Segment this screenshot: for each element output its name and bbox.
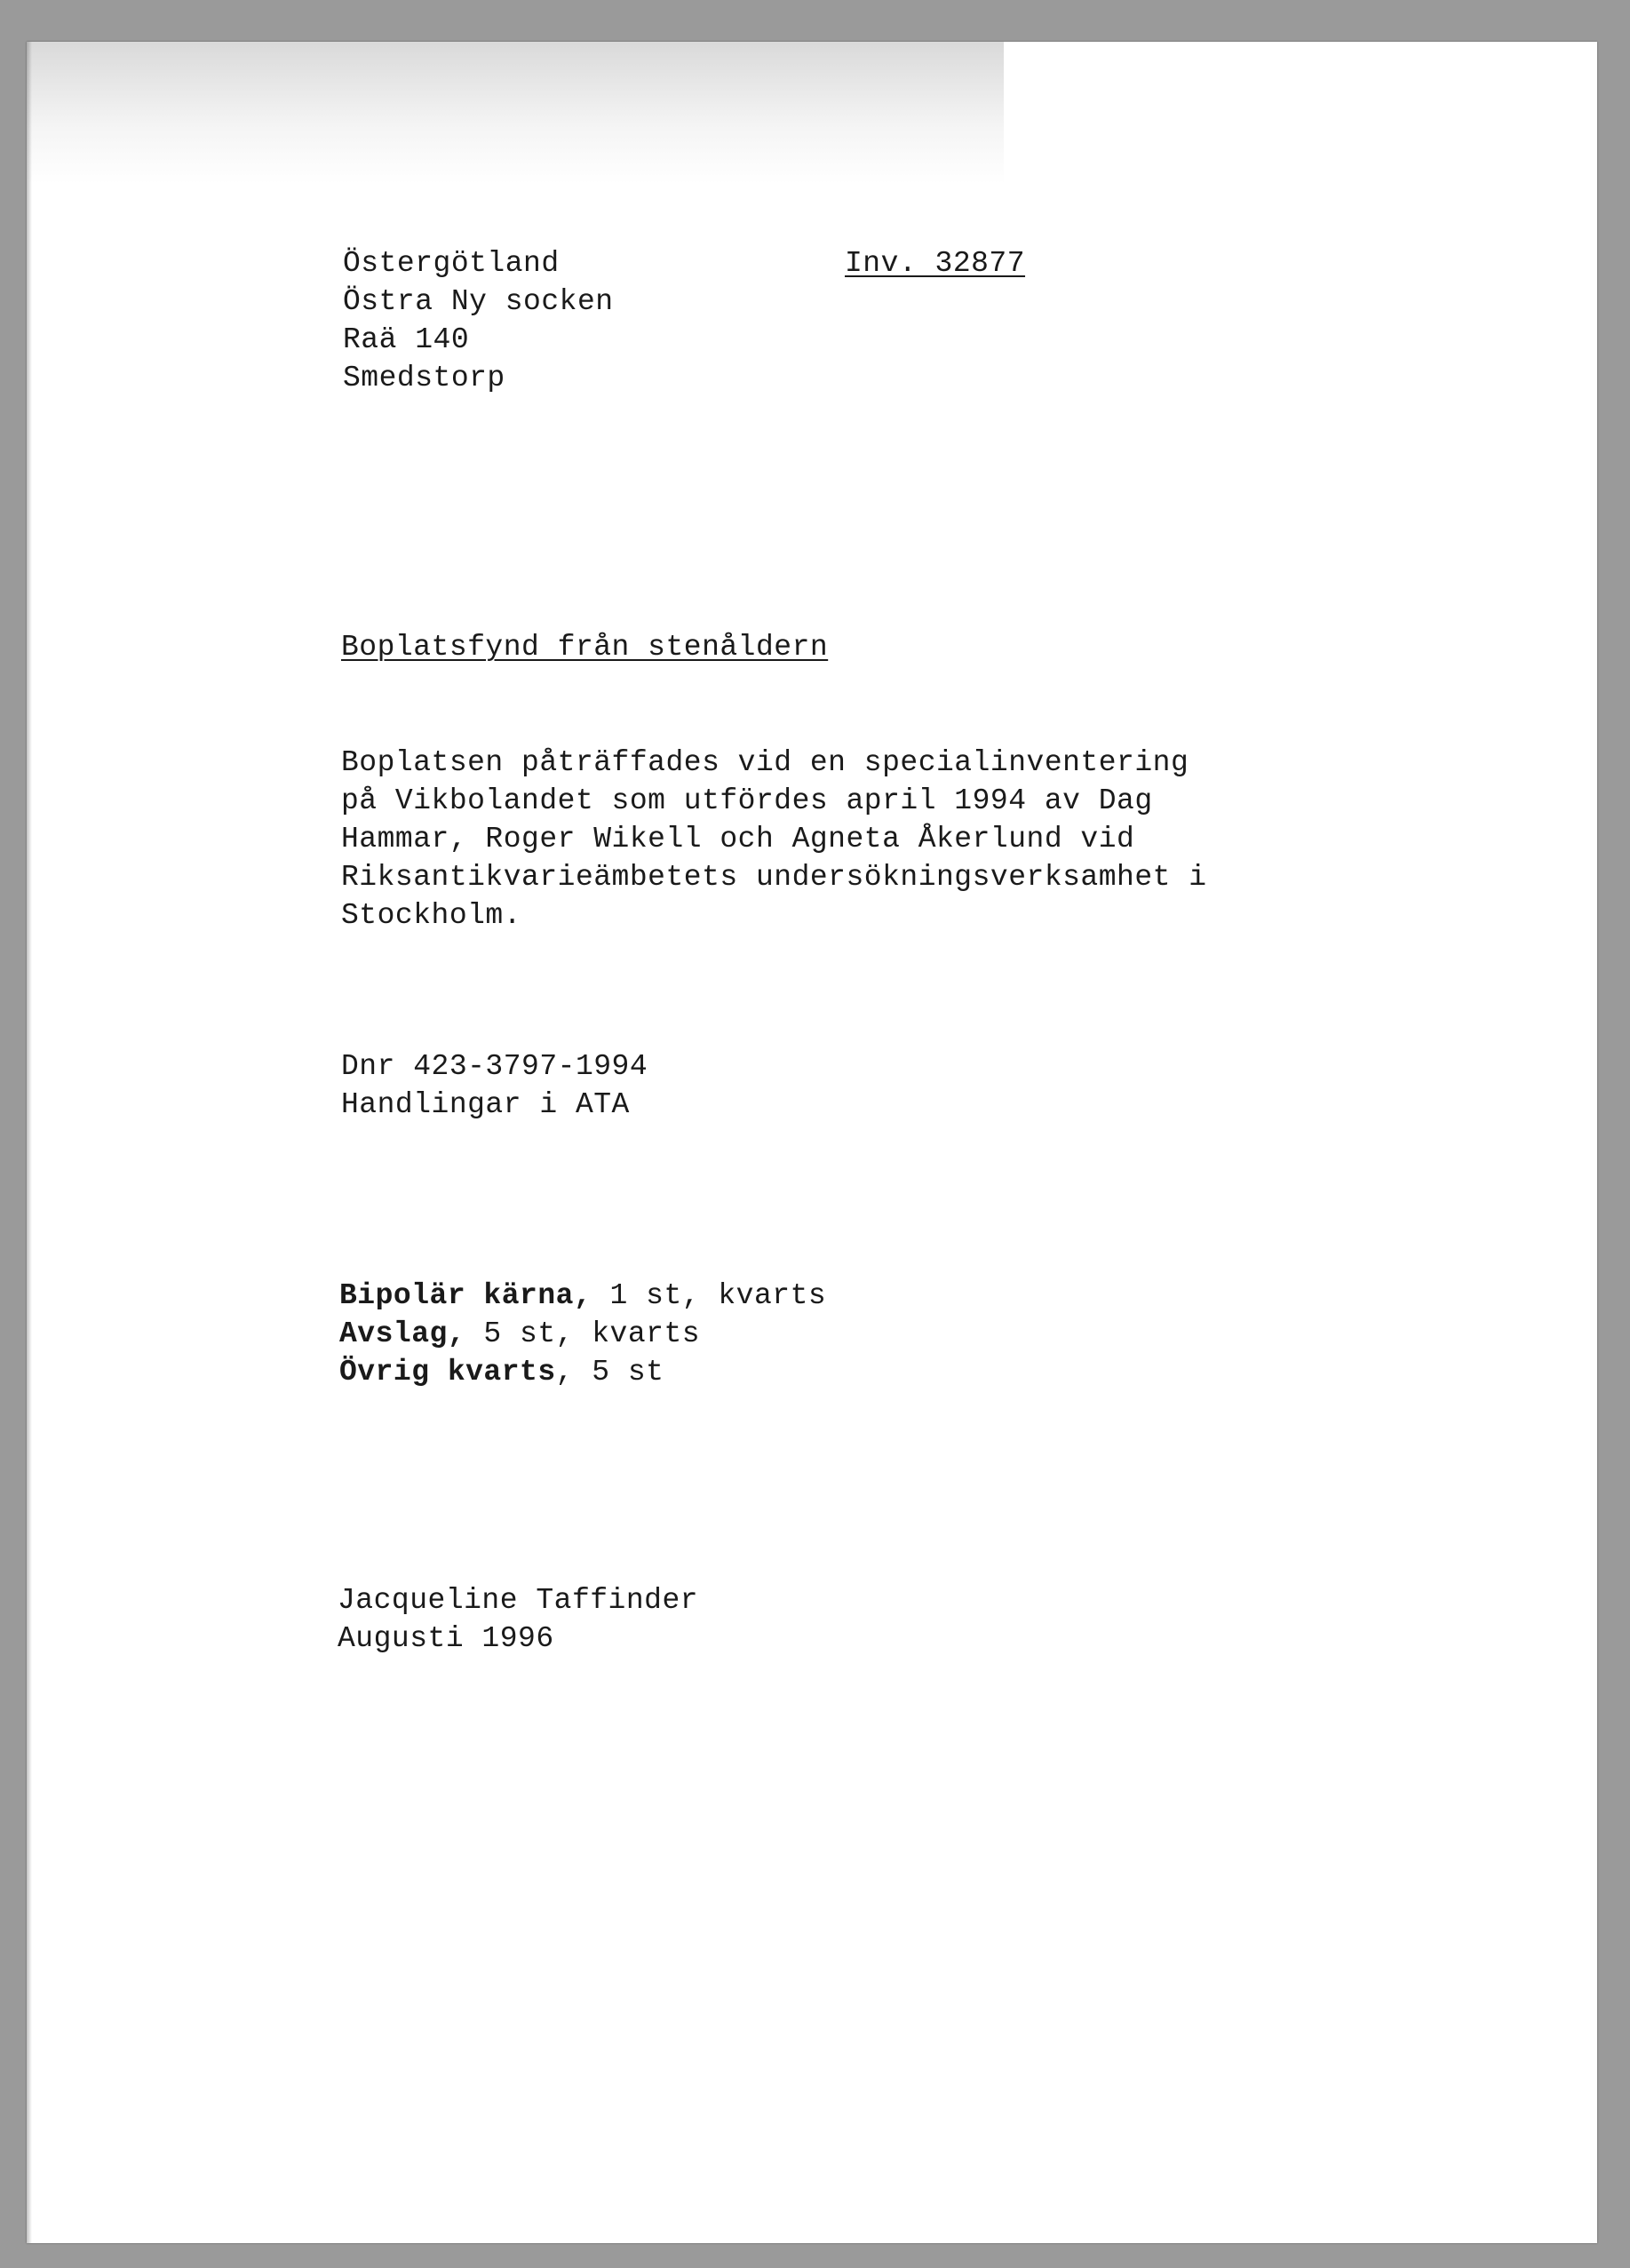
body-line: på Vikbolandet som utfördes april 1994 av Dag	[341, 784, 1153, 817]
document-page	[27, 42, 1597, 2243]
body-line: Boplatsen påträffades vid en specialinventering	[341, 746, 1189, 779]
page-edge-shadow	[27, 42, 32, 2243]
scan-shadow	[27, 42, 1004, 184]
body-line: Riksantikvarieämbetets undersökningsverksamhet i	[341, 861, 1207, 894]
find-detail: 1 st, kvarts	[592, 1279, 827, 1312]
find-name: Bipolär kärna,	[339, 1279, 592, 1312]
region-line: Östergötland	[343, 247, 560, 280]
find-name: Övrig kvarts	[339, 1356, 556, 1389]
find-detail: 5 st, kvarts	[465, 1317, 701, 1350]
find-item	[339, 1353, 664, 1391]
dnr-line: Dnr 423-3797-1994	[341, 1050, 648, 1083]
parish-line: Östra Ny socken	[343, 285, 614, 318]
body-line: Hammar, Roger Wikell och Agneta Åkerlund vid	[341, 823, 1135, 855]
inventory-number: Inv. 32877	[845, 247, 1026, 280]
find-item	[339, 1277, 826, 1315]
date-line: Augusti 1996	[338, 1622, 554, 1655]
body-line: Stockholm.	[341, 899, 522, 932]
find-detail: , 5 st	[555, 1356, 664, 1389]
find-item	[339, 1315, 700, 1353]
archive-line: Handlingar i ATA	[341, 1088, 630, 1121]
find-name: Avslag,	[339, 1317, 466, 1350]
document-title: Boplatsfynd från stenåldern	[341, 631, 829, 664]
author-line: Jacqueline Taffinder	[338, 1584, 699, 1617]
place-line: Smedstorp	[343, 362, 505, 394]
raa-line: Raä 140	[343, 323, 470, 356]
